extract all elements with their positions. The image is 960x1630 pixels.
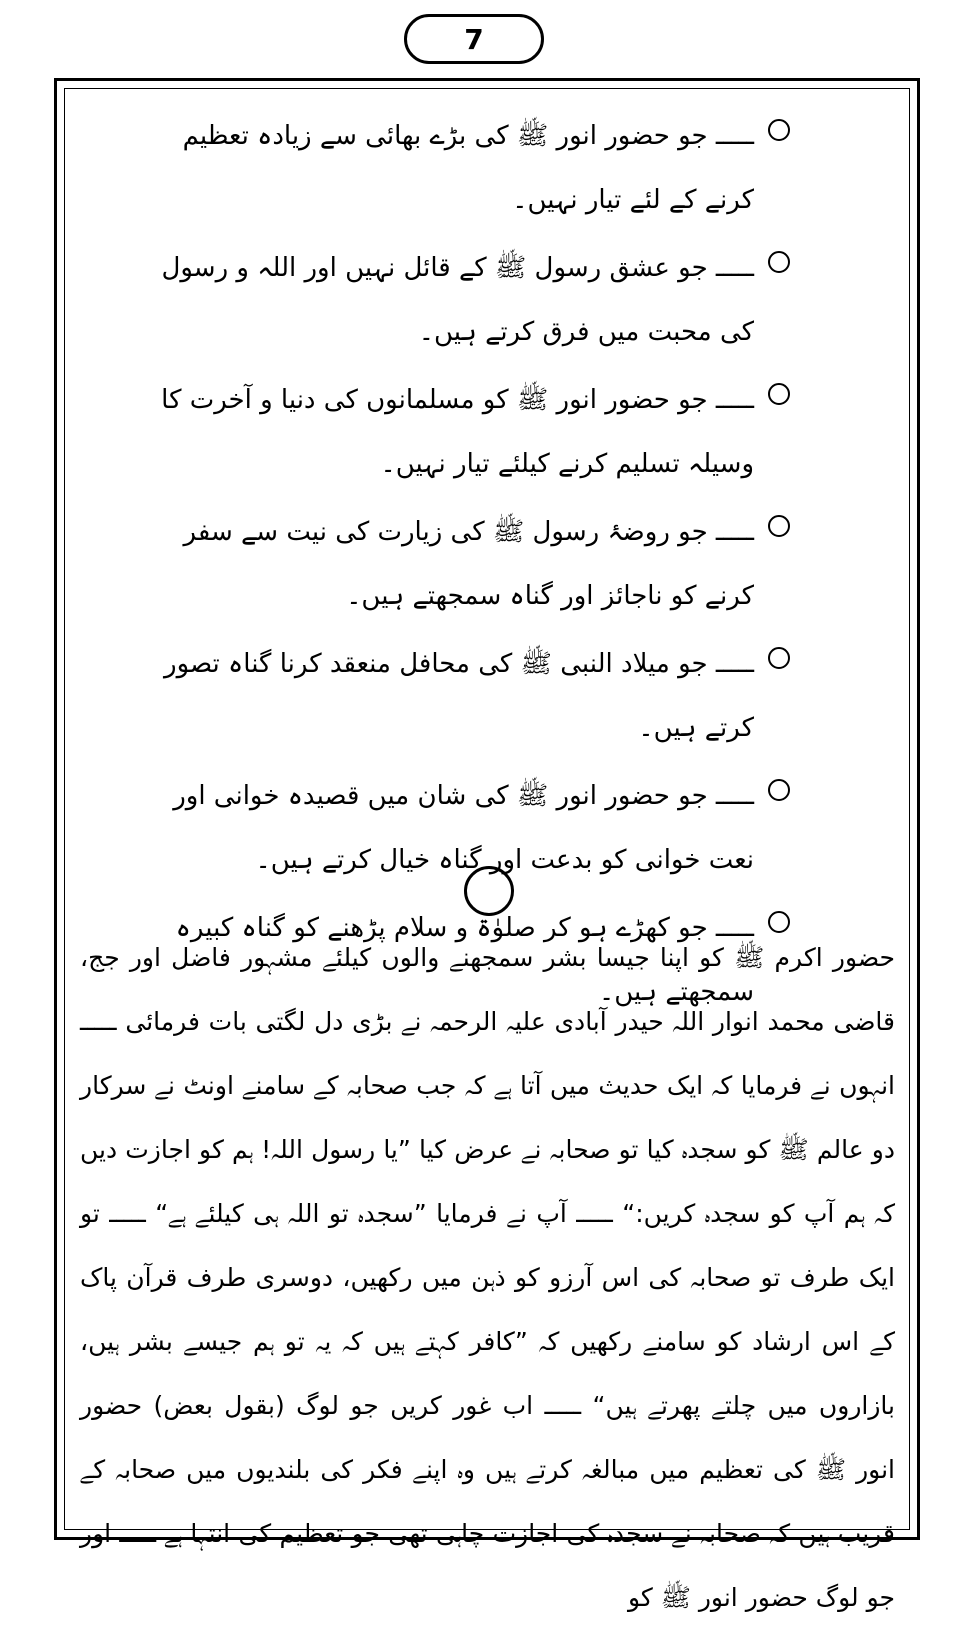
bullet-sentence: جو حضور انور ﷺ کی بڑے بھائی سے زیادہ تعظیم کرنے کے لئے تیار نہیں۔: [182, 121, 754, 215]
bullet-item: [150, 236, 790, 364]
bullet-dash: ـــــ: [715, 253, 754, 283]
bullet-item: [150, 500, 790, 628]
bullet-item: [150, 104, 790, 232]
circle-bullet-icon: [768, 779, 790, 801]
bullet-text: [150, 236, 754, 364]
circle-bullet-icon: [768, 515, 790, 537]
bullet-dash: ـــــ: [715, 121, 754, 151]
bullet-text: [150, 368, 754, 496]
body-paragraph: حضور اکرم ﷺ کو اپنا جیسا بشر سمجھنے والوں کیلئے مشہور فاضل اور جج، قاضی محمد انوار اللہ حیدر آبادی علیہ الرحمہ نے بڑی دل لگتی بات فرمائی ـــــ انہوں نے فرمایا کہ ایک حدیث میں آتا ہے کہ جب صحابہ کے سامنے اونٹ نے سرکار دو عالم ﷺ کو سجدہ کیا تو صحابہ نے عرض کیا ”یا رسول اللہ! ہم کو اجازت دیں کہ ہم آپ کو سجدہ کریں:“ ـــــ آپ نے فرمایا ”سجدہ تو اللہ ہی کیلئے ہے“ ـــــ تو ایک طرف تو صحابہ کی اس آرزو کو ذہن میں رکھیں، دوسری طرف قرآن پاک کے اس ارشاد کو سامنے رکھیں کہ ”کافر کہتے ہیں کہ یہ تو ہم جیسے بشر ہیں، بازاروں میں چلتے پھرتے ہیں“ ـــــ اب غور کریں جو لوگ (بقول بعض) حضور انور ﷺ کی تعظیم میں مبالغہ کرتے ہیں وہ اپنے فکر کی بلندیوں میں صحابہ کے قریب ہیں کہ صحابہ نے سجدہ کی اجازت چاہی تھی جو تعظیم کی انتہا ہے ـــــ اور جو لوگ حضور انور ﷺ کو: [80, 943, 895, 1612]
page-number: 7: [404, 14, 544, 64]
bullet-sentence: جو روضۂ رسول ﷺ کی زیارت کی نیت سے سفر کرنے کو ناجائز اور گناہ سمجھتے ہیں۔: [183, 517, 754, 611]
bullet-sentence: جو میلاد النبی ﷺ کی محافل منعقد کرنا گناہ تصور کرتے ہیں۔: [164, 649, 754, 743]
bullet-sentence: جو کھڑے ہو کر صلوٰۃ و سلام پڑھنے کو گناہ کبیرہ سمجھتے ہیں۔: [175, 913, 754, 1007]
bullet-sentence: جو حضور انور ﷺ کی شان میں قصیدہ خوانی اور نعت خوانی کو بدعت اور گناہ خیال کرتے ہیں۔: [173, 781, 754, 875]
circle-bullet-icon: [768, 383, 790, 405]
bullet-dash: ـــــ: [715, 781, 754, 811]
bullet-dash: ـــــ: [715, 517, 754, 547]
circle-bullet-icon: [768, 251, 790, 273]
bullet-sentence: جو عشق رسول ﷺ کے قائل نہیں اور اللہ و رسول کی محبت میں فرق کرتے ہیں۔: [161, 253, 754, 347]
bullet-item: [150, 368, 790, 496]
bullet-dash: ـــــ: [715, 649, 754, 679]
bullet-text: [150, 764, 754, 892]
section-divider-circle-icon: [464, 866, 514, 916]
circle-bullet-icon: [768, 647, 790, 669]
bullet-text: [150, 632, 754, 760]
bullet-sentence: جو حضور انور ﷺ کو مسلمانوں کی دنیا و آخرت کا وسیلہ تسلیم کرنے کیلئے تیار نہیں۔: [161, 385, 754, 479]
bullet-dash: ـــــ: [715, 913, 754, 943]
bullet-text: [150, 104, 754, 232]
bullet-item: [150, 632, 790, 760]
circle-bullet-icon: [768, 119, 790, 141]
bullet-text: [150, 500, 754, 628]
bullet-dash: ـــــ: [715, 385, 754, 415]
